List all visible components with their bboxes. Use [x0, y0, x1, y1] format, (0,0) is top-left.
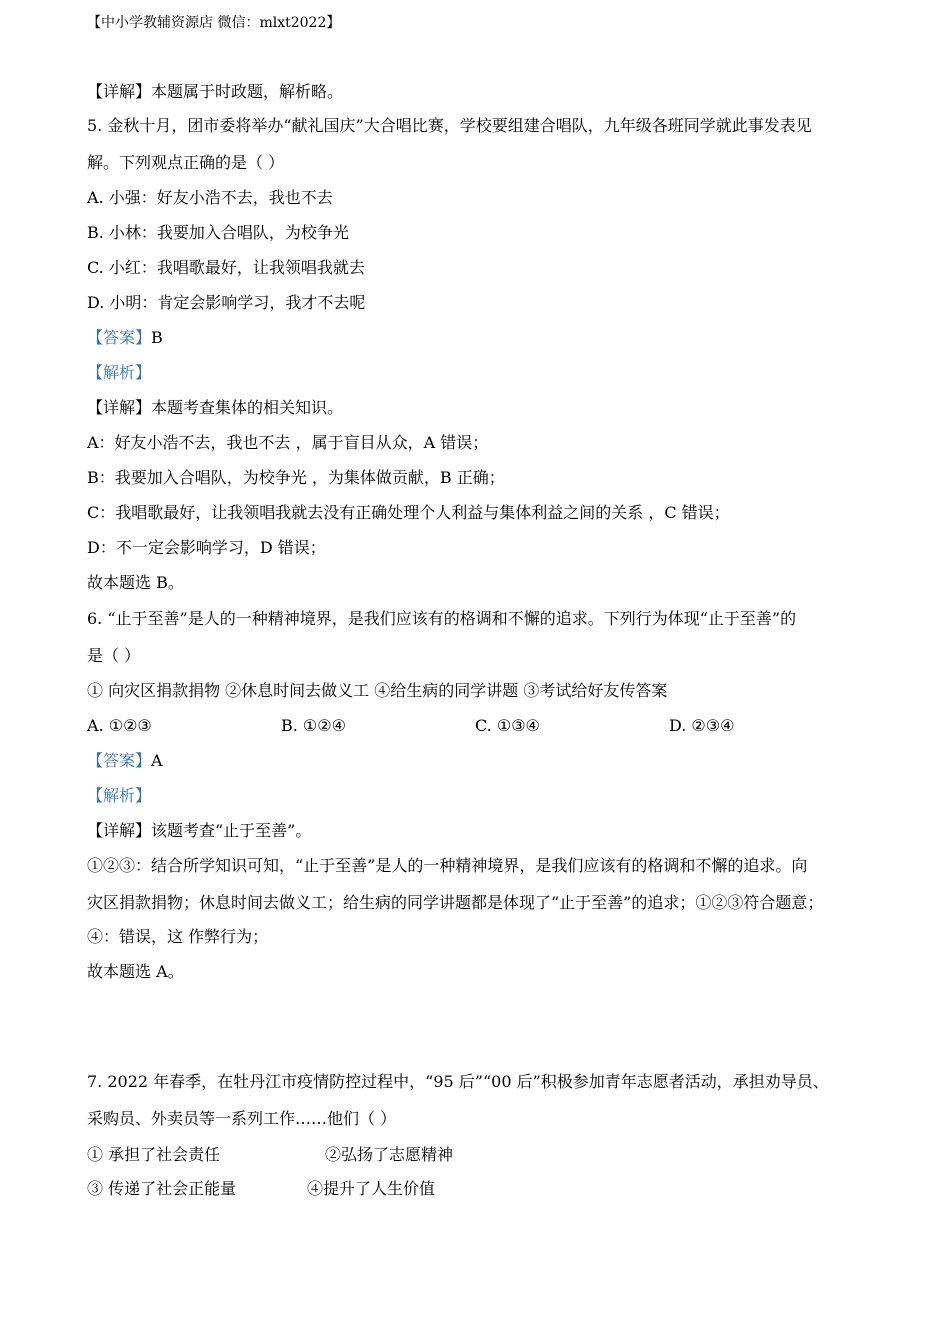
q6-option-a: A. ①②③ [87, 716, 152, 735]
q6-detail-1: 【详解】该题考查“止于至善”。 [87, 821, 312, 840]
q6-option-b: B. ①②④ [281, 716, 346, 735]
q5-answer [87, 328, 163, 348]
q5-detail-4: C：我唱歌最好，让我领唱我就去没有正确处理个人利益与集体利益之间的关系 ，C 错误； [87, 503, 730, 522]
detail-line: 【详解】本题属于时政题，解析略。 [87, 82, 344, 101]
q6-detail-5: 故本题选 A。 [87, 962, 184, 981]
q7-item-1: ① 承担了社会责任 [87, 1145, 221, 1164]
q5-analysis-tag: 【解析】 [87, 363, 152, 382]
question-7-text-cont: 采购员、外卖员等一系列工作……他们（ ） [87, 1109, 397, 1128]
q6-answer [87, 751, 163, 771]
question-5-text-cont: 解。下列观点正确的是（ ） [87, 153, 285, 172]
q5-option-a: A. 小强：好友小浩不去，我也不去 [87, 188, 333, 207]
q6-items: ① 向灾区捐款捐物 ②休息时间去做义工 ④给生病的同学讲题 ③考试给好友传答案 [87, 681, 668, 700]
q5-detail-6: 故本题选 B。 [87, 573, 184, 592]
question-5-text: 5. 金秋十月，团市委将举办“献礼国庆”大合唱比赛，学校要组建合唱队，九年级各班同学就此事发表见 [87, 116, 812, 135]
q5-detail-3: B：我要加入合唱队，为校争光 ，为集体做贡献，B 正确； [87, 468, 505, 487]
q7-item-4: ④提升了人生价值 [307, 1179, 436, 1198]
question-7-text: 7. 2022 年春季，在牡丹江市疫情防控过程中，“95 后”“00 后”积极参加青年志愿者活动，承担劝导员、 [87, 1072, 829, 1091]
q6-detail-2: ①②③：结合所学知识可知，“止于至善”是人的一种精神境界，是我们应该有的格调和不懈的追求。向 [87, 856, 808, 875]
q6-option-c: C. ①③④ [475, 716, 540, 735]
q6-analysis-tag: 【解析】 [87, 786, 152, 805]
q7-item-2: ②弘扬了志愿精神 [325, 1145, 454, 1164]
answer-value: A [151, 751, 163, 770]
q5-detail-5: D：不一定会影响学习，D 错误； [87, 538, 326, 557]
question-6-text: 6. “止于至善”是人的一种精神境界，是我们应该有的格调和不懈的追求。下列行为体现“止于至善”的 [87, 609, 797, 628]
answer-value: B [151, 328, 163, 347]
page-header: 【中小学教辅资源店 微信：mlxt2022】 [87, 15, 341, 31]
answer-tag: 【答案】 [87, 328, 152, 347]
q5-detail-1: 【详解】本题考查集体的相关知识。 [87, 398, 344, 417]
answer-tag: 【答案】 [87, 751, 152, 770]
q5-option-c: C. 小红：我唱歌最好，让我领唱我就去 [87, 258, 365, 277]
q6-option-d: D. ②③④ [669, 716, 735, 735]
q7-item-3: ③ 传递了社会正能量 [87, 1179, 237, 1198]
q5-option-d: D. 小明：肯定会影响学习，我才不去呢 [87, 293, 366, 312]
q5-option-b: B. 小林：我要加入合唱队，为校争光 [87, 223, 349, 242]
q5-detail-2: A：好友小浩不去，我也不去 ，属于盲目从众，A 错误； [87, 433, 489, 452]
question-6-text-cont: 是（ ） [87, 646, 141, 665]
q6-detail-3: 灾区捐款捐物；休息时间去做义工；给生病的同学讲题都是体现了“止于至善”的追求；①②③符合题意； [87, 893, 824, 912]
q6-detail-4: ④：错误，这 作弊行为； [87, 927, 269, 946]
